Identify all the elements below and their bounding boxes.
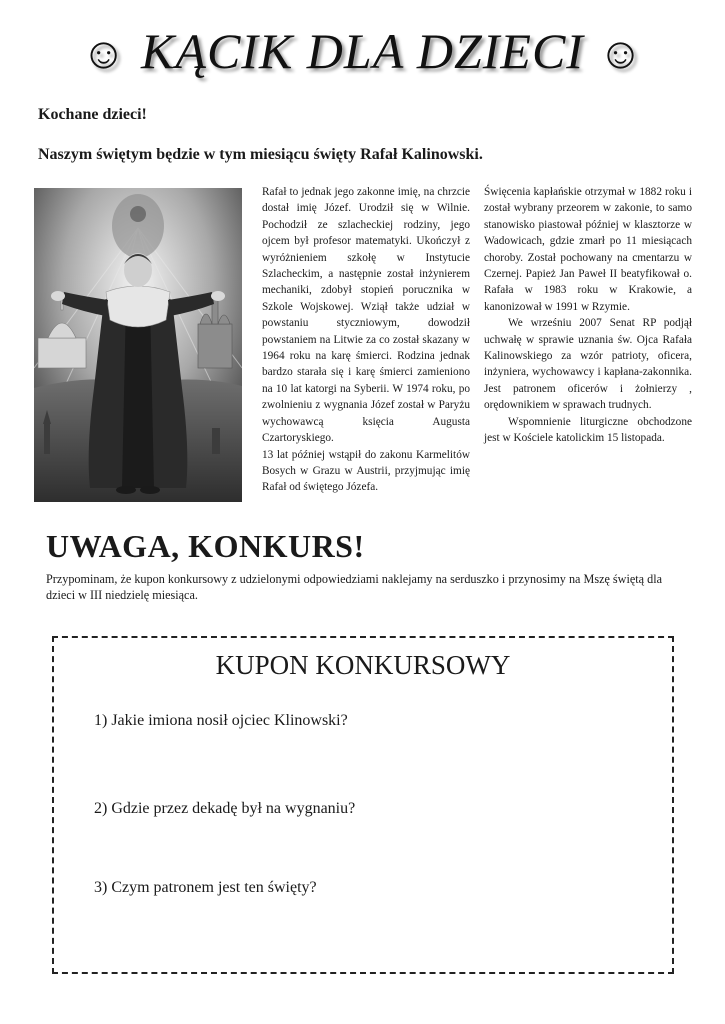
- smiley-left-icon: ☺: [81, 29, 128, 78]
- article-paragraph: Rafał to jednak jego zakonne imię, na chrzcie dostał imię Józef. Urodził się w Wilnie. Pochodził ze szlacheckiej rodziny, jego ojcem był profesor matematyki. Ukończył z wyróżnieniem szkołę w Instytucie Szlacheckim, a następnie został inżynierem mechaniki, zdobył stopień porucznika w Szkole Wojskowej. Wziął także udział w powstaniu styczniowym, dowodził powstaniem na Litwie za co został skazany w 1964 roku na karę śmierci. Rodzina jednak bardzo starała się i karę śmierci zamieniono na 10 lat katorgi na Syberii. W 1974 roku, po zwolnieniu z wygnania Józef został w Paryżu wychowawcą księcia Augusta Czartoryskiego.: [262, 186, 470, 445]
- coupon-title: KUPON KONKURSOWY: [215, 650, 511, 680]
- contest-note: Przypominam, że kupon konkursowy z udzielonymi odpowiedziami naklejamy na serduszko i przynosimy na Mszę świętą dla dzieci w III niedzielę miesiąca.: [46, 572, 663, 602]
- coupon-question-2: 2) Gdzie przez dekadę był na wygnaniu?: [94, 800, 356, 817]
- article-paragraph: We wrześniu 2007 Senat RP podjął uchwałę w sprawie uznania św. Ojca Rafała Kalinowskiego za wzór patrioty, oficera, inżyniera, wychowawcy i kapłana-zakonnika. Jest patronem oficerów i żołnierzy , orędownikiem w sprawach trudnych.: [484, 317, 692, 412]
- greeting: Kochane dzieci!: [38, 106, 147, 123]
- article-column-1: [262, 184, 470, 496]
- coupon-question-3: 3) Czym patronem jest ten święty?: [94, 879, 317, 896]
- contest-heading: UWAGA, KONKURS!: [46, 528, 365, 564]
- page-title: [0, 22, 725, 80]
- article-paragraph: 13 lat później wstąpił do zakonu Karmelitów Bosych w Grazu w Austrii, przyjmując imię Rafał od świętego Józefa.: [262, 448, 470, 494]
- smiley-right-icon: ☺: [597, 29, 644, 78]
- saint-portrait: [34, 188, 242, 502]
- article-column-2: [484, 184, 692, 447]
- article-paragraph: Wspomnienie liturgiczne obchodzone jest w Kościele katolickim 15 listopada.: [484, 415, 692, 445]
- coupon-question-1: 1) Jakie imiona nosił ojciec Klinowski?: [94, 712, 348, 729]
- page-title-text: KĄCIK DLA DZIECI: [141, 23, 584, 79]
- saint-announcement: Naszym świętym będzie w tym miesiącu święty Rafał Kalinowski.: [38, 146, 483, 163]
- article-paragraph: Święcenia kapłańskie otrzymał w 1882 roku i został wybrany przeorem w zakonie, to samo stanowisko piastował później w klasztorze w Wadowicach, gdzie zmarł po 11 miesiącach choroby. Został pochowany na cmentarzu w Czernej. Papież Jan Paweł II beatyfikował o. Rafała w 1983 roku w Krakowie, a kanonizował w 1991 w Rzymie.: [484, 186, 692, 313]
